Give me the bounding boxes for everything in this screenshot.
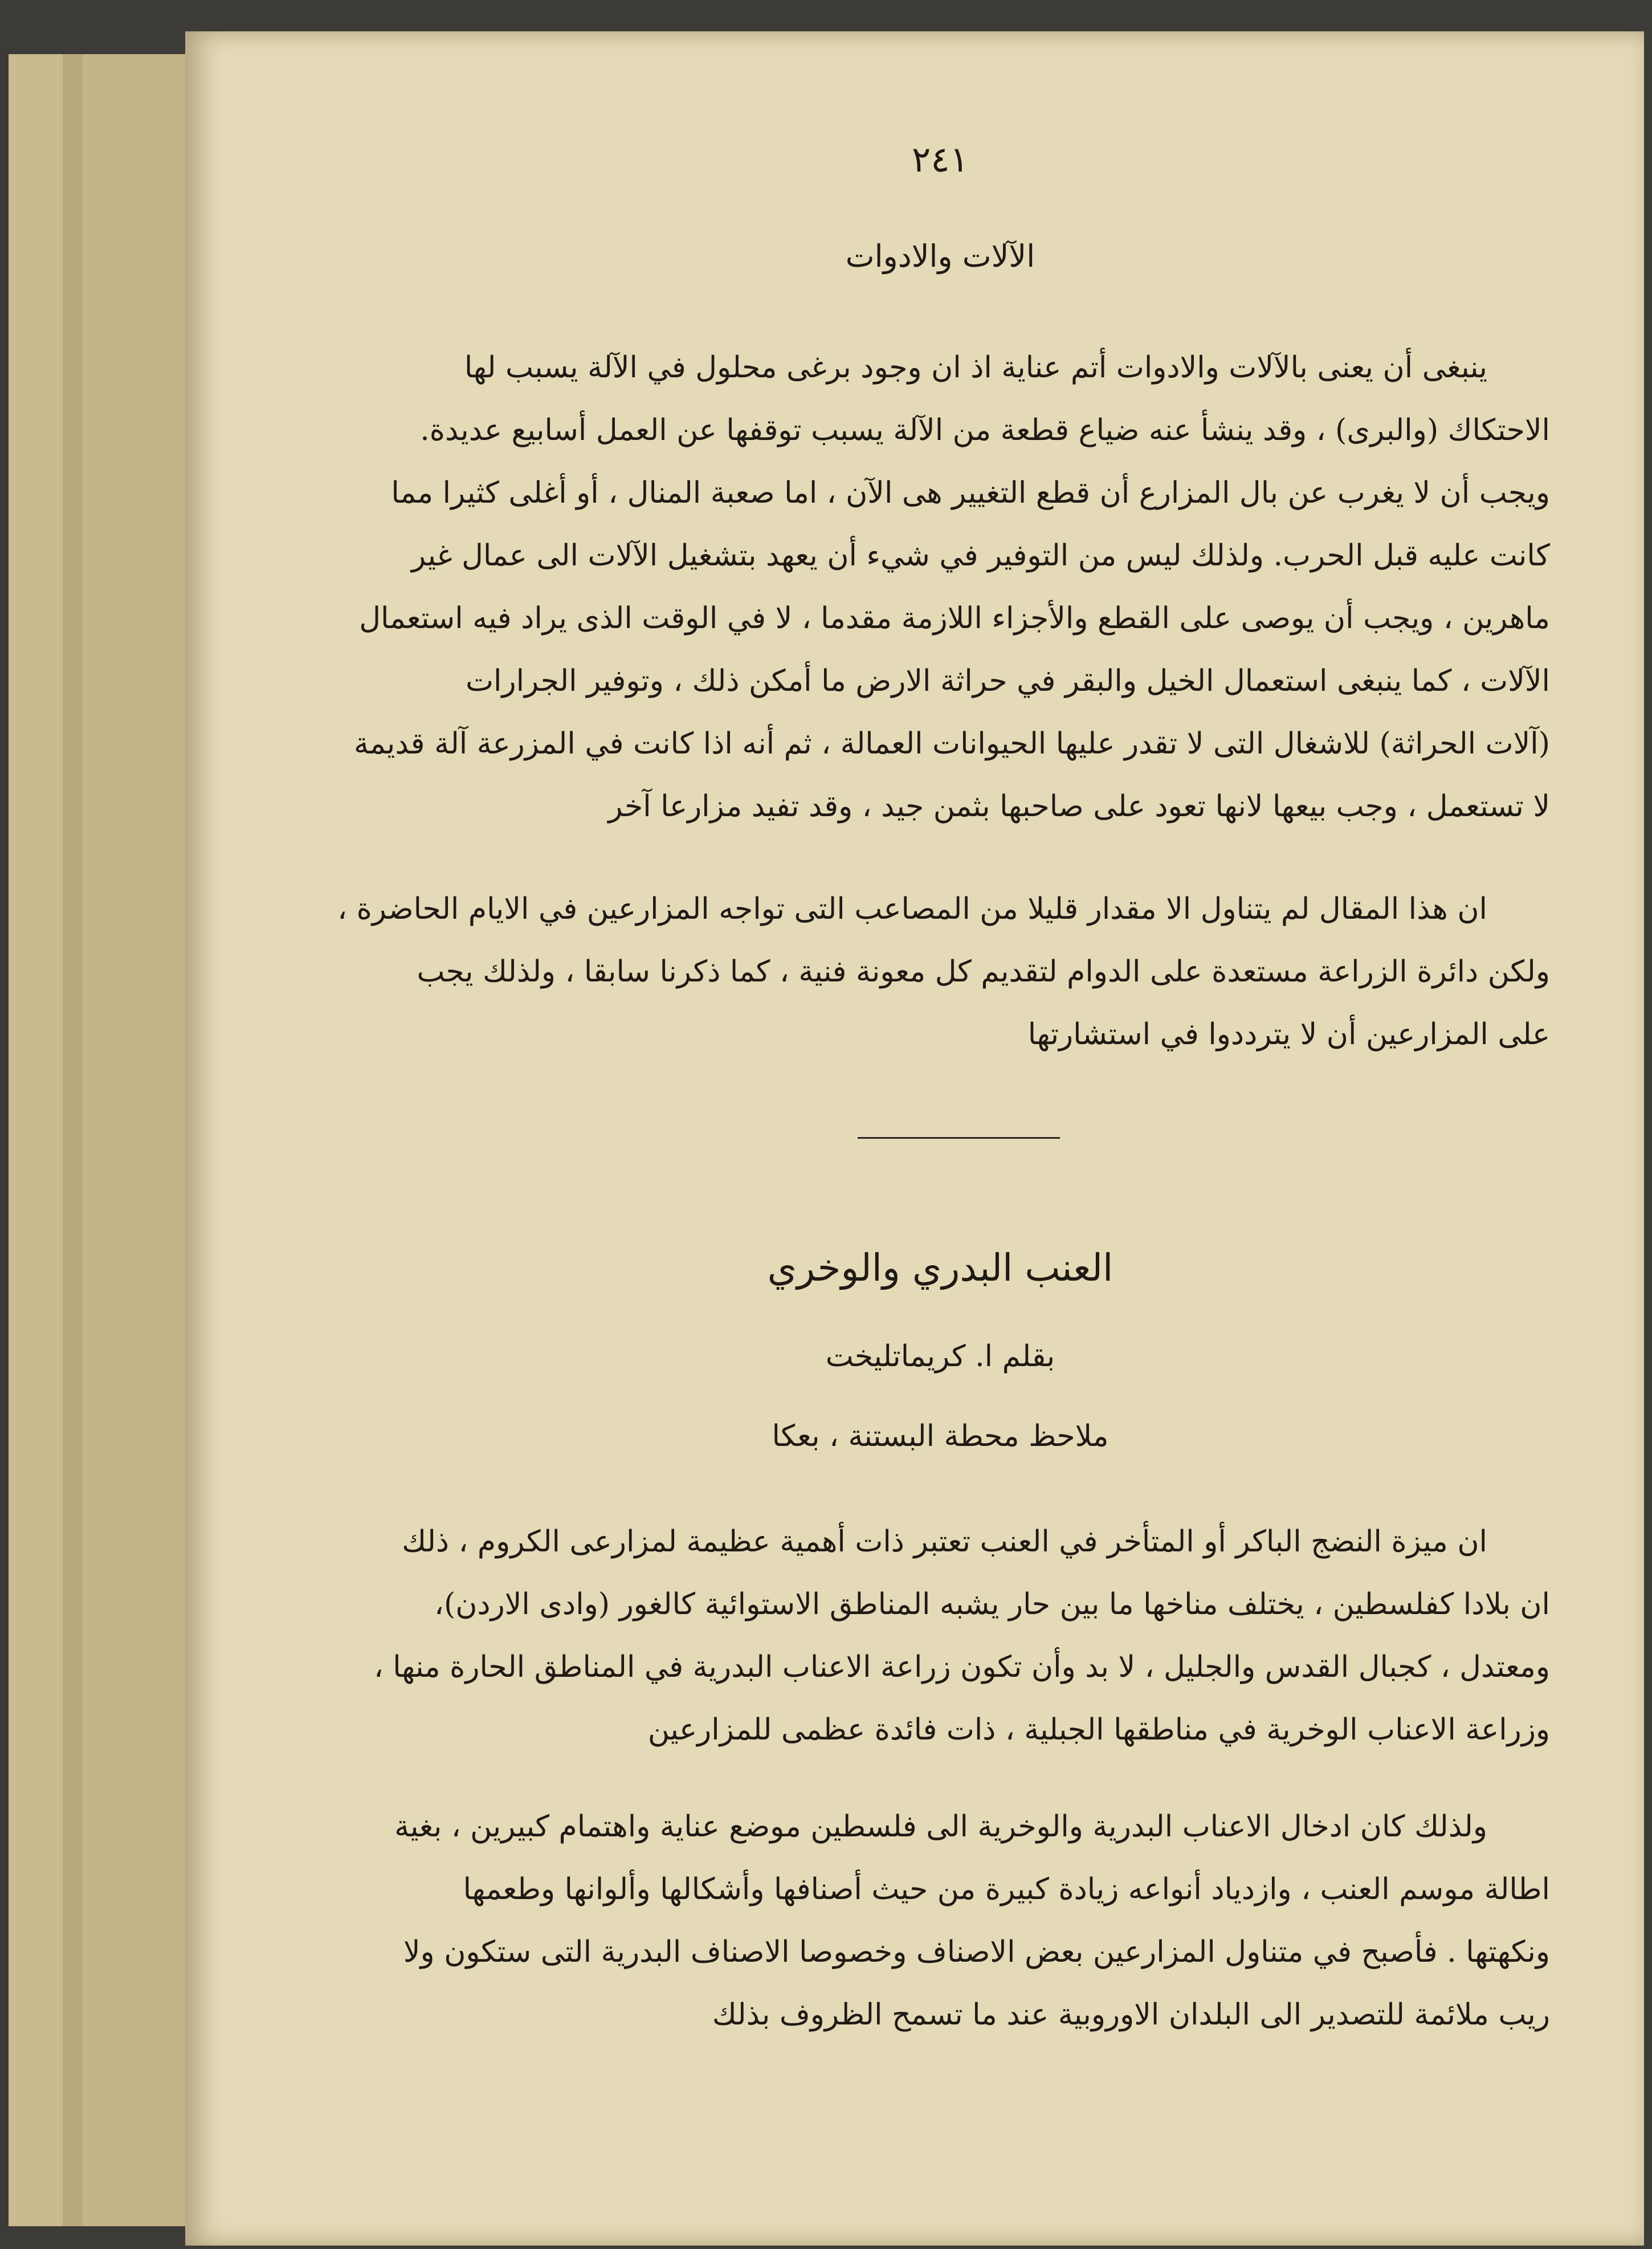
text-line: ماهرين ، ويجب أن يوصى على القطع والأجزاء اللازمة مقدما ، لا في الوقت الذى يراد فيه استعمال [359,601,1550,635]
text-line: ولكن دائرة الزراعة مستعدة على الدوام لتقديم كل معونة فنية ، كما ذكرنا سابقا ، ولذلك يجب [417,955,1550,989]
text-line: ريب ملائمة للتصدير الى البلدان الاوروبية عند ما تسمح الظروف بذلك [712,1998,1550,2032]
section-divider [858,1137,1060,1139]
text-line: (آلات الحراثة) للاشغال التى لا تقدر عليها الحيوانات العمالة ، ثم أنه اذا كانت في المزرعة آلة قديمة [353,727,1550,761]
text-line: اطالة موسم العنب ، وازدياد أنواعه زيادة كبيرة من حيث أصنافها وأشكالها وألوانها وطعمها [463,1872,1550,1906]
text-line: ومعتدل ، كجبال القدس والجليل ، لا بد وأن تكون زراعة الاعناب البدرية في المناطق الحارة منها ، [373,1650,1550,1684]
text-line: ولذلك كان ادخال الاعناب البدرية والوخرية الى فلسطين موضع عناية واهتمام كبيرين ، بغية [394,1810,1487,1844]
article-byline: بقلم ا. كريماتليخت [825,1339,1055,1374]
book-page [185,31,1644,2246]
text-line: وزراعة الاعناب الوخرية في مناطقها الجبلية ، ذات فائدة عظمى للمزارعين [647,1713,1550,1747]
article-title: العنب البدري والوخري [767,1246,1113,1290]
text-line: الاحتكاك (والبرى) ، وقد ينشأ عنه ضياع قطعة من الآلة يسبب توقفها عن العمل أسابيع عديدة. [420,413,1550,447]
text-line: ان هذا المقال لم يتناول الا مقدار قليلا من المصاعب التى تواجه المزارعين في الايام الحاضرة ، [337,892,1487,926]
text-line: كانت عليه قبل الحرب. ولذلك ليس من التوفير في شيء أن يعهد بتشغيل الآلات الى عمال غير [411,539,1550,573]
page-edges-left [9,54,63,2226]
author-affiliation: ملاحظ محطة البستنة ، بعكا [772,1419,1109,1453]
text-line: ان ميزة النضج الباكر أو المتأخر في العنب تعتبر ذات أهمية عظيمة لمزارعى الكروم ، ذلك [402,1525,1487,1559]
page-edges-mid [63,54,83,2226]
text-line: لا تستعمل ، وجب بيعها لانها تعود على صاحبها بثمن جيد ، وقد تفيد مزارعا آخر [608,789,1550,824]
text-line: الآلات ، كما ينبغى استعمال الخيل والبقر في حراثة الارض ما أمكن ذلك ، وتوفير الجرارات [466,664,1550,698]
text-line: ويجب أن لا يغرب عن بال المزارع أن قطع التغيير هى الآن ، اما صعبة المنال ، أو أغلى كثيرا مما [391,476,1550,510]
page-content [331,31,1550,2246]
text-line: ونكهتها . فأصبح في متناول المزارعين بعض الاصناف وخصوصا الاصناف البدرية التى ستكون ولا [403,1935,1550,1969]
text-line: ينبغى أن يعنى بالآلات والادوات أتم عناية اذ ان وجود برغى محلول في الآلة يسبب لها [464,351,1487,385]
page-number: ٢٤١ [912,138,969,180]
text-line: على المزارعين أن لا يترددوا في استشارتها [1027,1017,1550,1052]
section-heading: الآلات والادوات [845,238,1035,274]
page-edges-inner [83,54,185,2226]
text-line: ان بلادا كفلسطين ، يختلف مناخها ما بين حار يشبه المناطق الاستوائية كالغور (وادى الاردن)، [434,1587,1550,1621]
